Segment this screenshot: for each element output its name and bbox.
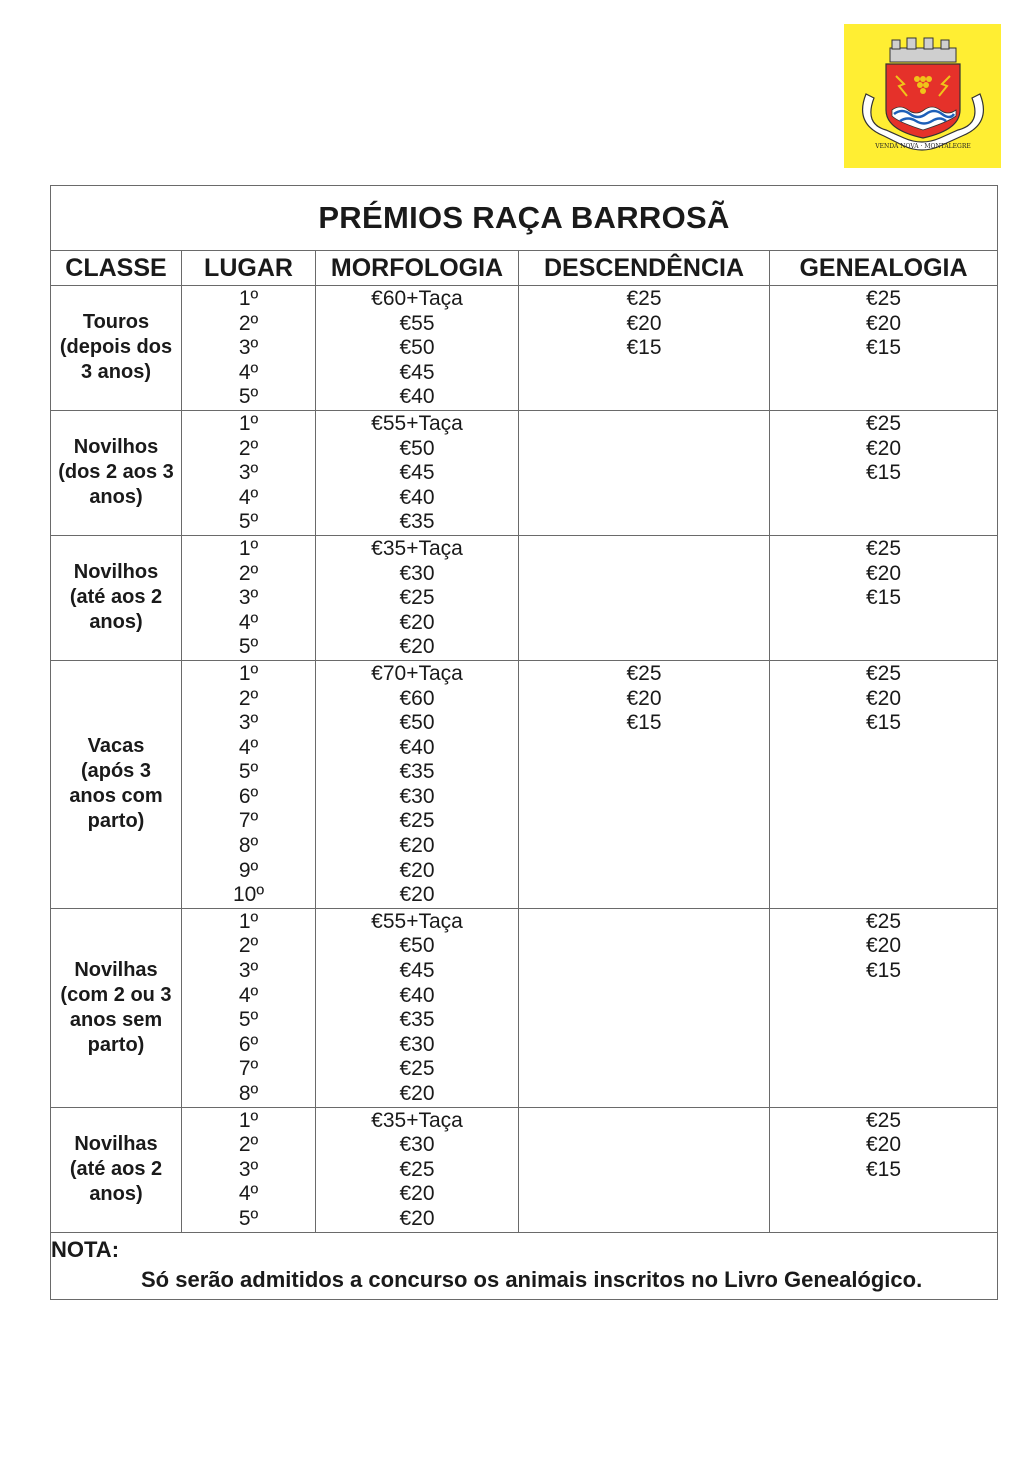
cell-value: 1º <box>238 536 259 560</box>
cell-value: 8º <box>238 834 259 858</box>
cell-value: 1º <box>238 661 259 685</box>
cell-value: 7º <box>238 1057 259 1081</box>
coat-of-arms-icon <box>844 24 1001 168</box>
cell-value: €50 <box>399 711 435 735</box>
class-cell: Novilhos (até aos 2 anos) <box>51 536 182 661</box>
cell-value: 5º <box>238 1008 259 1032</box>
cell-value: €25 <box>626 661 662 685</box>
cell-value: €30 <box>399 1133 435 1157</box>
cell-value: €20 <box>399 610 435 634</box>
cell-value: €25 <box>865 661 902 685</box>
cell-value: €20 <box>399 1206 435 1230</box>
cell-value: 2º <box>238 436 259 460</box>
cell-value: 3º <box>238 336 259 360</box>
descendance-cell <box>519 1108 770 1233</box>
cell-value: 5º <box>238 1206 259 1230</box>
cell-value: 6º <box>238 784 259 808</box>
column-header-genealogia: GENEALOGIA <box>770 251 997 286</box>
column-header-descendencia: DESCENDÊNCIA <box>519 251 770 286</box>
column-header-classe: CLASSE <box>51 251 182 286</box>
descendance-cell <box>519 661 770 909</box>
place-cell <box>182 1108 316 1233</box>
cell-value: €20 <box>626 311 662 335</box>
document-title: PRÉMIOS RAÇA BARROSÃ <box>51 186 997 251</box>
cell-value: 5º <box>238 510 259 534</box>
cell-value: €40 <box>399 983 435 1007</box>
class-cell: Vacas (após 3 anos com parto) <box>51 661 182 909</box>
cell-value: €25 <box>865 536 902 560</box>
morphology-cell <box>316 909 519 1108</box>
cell-value: 1º <box>238 411 259 435</box>
note-section <box>51 1233 997 1299</box>
cell-value: €25 <box>865 411 902 435</box>
cell-value: €15 <box>626 336 662 360</box>
cell-value: €50 <box>399 336 435 360</box>
descendance-cell <box>519 536 770 661</box>
cell-value: €15 <box>865 959 902 983</box>
coat-of-arms <box>844 24 1001 168</box>
cell-value: €35 <box>399 510 435 534</box>
genealogy-cell <box>770 909 997 1108</box>
cell-value: €35+Taça <box>371 536 463 560</box>
cell-value: €50 <box>399 934 435 958</box>
cell-value: 5º <box>238 635 259 659</box>
morphology-cell <box>316 536 519 661</box>
morphology-cell <box>316 411 519 536</box>
cell-value: 8º <box>238 1082 259 1105</box>
table-row <box>51 536 997 661</box>
cell-value: €45 <box>399 360 435 384</box>
cell-value: €40 <box>399 385 435 409</box>
genealogy-cell <box>770 286 997 411</box>
morphology-cell <box>316 1108 519 1233</box>
cell-value: €30 <box>399 1032 435 1056</box>
cell-value: €25 <box>865 909 902 933</box>
cell-value: €15 <box>865 461 902 485</box>
cell-value: €40 <box>399 485 435 509</box>
cell-value: 1º <box>238 909 259 933</box>
cell-value: €15 <box>626 711 662 735</box>
cell-value: €55+Taça <box>371 411 463 435</box>
cell-value: €15 <box>865 1157 902 1181</box>
cell-value: €30 <box>399 561 435 585</box>
cell-value: 9º <box>238 858 259 882</box>
table-row <box>51 661 997 909</box>
cell-value: €20 <box>865 686 902 710</box>
cell-value: 5º <box>238 760 259 784</box>
cell-value: €20 <box>399 834 435 858</box>
cell-value: €70+Taça <box>371 661 463 685</box>
cell-value: 6º <box>238 1032 259 1056</box>
cell-value: €55+Taça <box>371 909 463 933</box>
genealogy-cell <box>770 661 997 909</box>
cell-value: 4º <box>238 485 259 509</box>
cell-value: €20 <box>399 1182 435 1206</box>
table-body <box>51 286 997 1233</box>
note-text: Só serão admitidos a concurso os animais inscritos no Livro Genealógico. <box>141 1266 923 1292</box>
cell-value: 3º <box>238 959 259 983</box>
cell-value: 4º <box>238 983 259 1007</box>
cell-value: €35 <box>399 1008 435 1032</box>
cell-value: 5º <box>238 385 259 409</box>
genealogy-cell <box>770 1108 997 1233</box>
cell-value: €15 <box>865 586 902 610</box>
class-cell: Touros (depois dos 3 anos) <box>51 286 182 411</box>
cell-value: 3º <box>238 586 259 610</box>
cell-value: €25 <box>399 809 435 833</box>
cell-value: €25 <box>399 1057 435 1081</box>
morphology-cell <box>316 661 519 909</box>
cell-value: €25 <box>399 1157 435 1181</box>
cell-value: €15 <box>865 336 902 360</box>
cell-value: €60+Taça <box>371 287 463 310</box>
cell-value: 1º <box>238 287 259 310</box>
cell-value: €20 <box>865 311 902 335</box>
cell-value: 2º <box>238 561 259 585</box>
descendance-cell <box>519 411 770 536</box>
table-header <box>51 251 997 286</box>
place-cell <box>182 411 316 536</box>
cell-value: 1º <box>238 1108 259 1132</box>
table-row <box>51 411 997 536</box>
cell-value: €15 <box>865 711 902 735</box>
place-cell <box>182 661 316 909</box>
cell-value: 2º <box>238 311 259 335</box>
morphology-cell <box>316 286 519 411</box>
place-cell <box>182 536 316 661</box>
cell-value: €25 <box>865 1108 902 1132</box>
cell-value: €55 <box>399 311 435 335</box>
place-cell <box>182 286 316 411</box>
cell-value: €25 <box>399 586 435 610</box>
cell-value: €20 <box>865 1133 902 1157</box>
cell-value: €20 <box>865 561 902 585</box>
cell-value: 3º <box>238 711 259 735</box>
table-row <box>51 909 997 1108</box>
class-cell: Novilhas (até aos 2 anos) <box>51 1108 182 1233</box>
cell-value: €35 <box>399 760 435 784</box>
cell-value: €45 <box>399 959 435 983</box>
genealogy-cell <box>770 536 997 661</box>
cell-value: 3º <box>238 1157 259 1181</box>
cell-value: 3º <box>238 461 259 485</box>
cell-value: 2º <box>238 934 259 958</box>
descendance-cell <box>519 286 770 411</box>
cell-value: 4º <box>238 610 259 634</box>
cell-value: €25 <box>865 287 902 310</box>
genealogy-cell <box>770 411 997 536</box>
column-header-lugar: LUGAR <box>182 251 316 286</box>
cell-value: €20 <box>399 858 435 882</box>
place-cell <box>182 909 316 1108</box>
cell-value: €20 <box>399 1082 435 1105</box>
cell-value: €30 <box>399 784 435 808</box>
table-row <box>51 286 997 411</box>
table-row <box>51 1108 997 1233</box>
cell-value: €20 <box>865 436 902 460</box>
cell-value: €35+Taça <box>371 1108 463 1132</box>
cell-value: €60 <box>399 686 435 710</box>
cell-value: 2º <box>238 686 259 710</box>
cell-value: €20 <box>865 934 902 958</box>
note-label: NOTA: <box>51 1236 120 1262</box>
cell-value: 7º <box>238 809 259 833</box>
svg-text:VENDA NOVA · MONTALEGRE: VENDA NOVA · MONTALEGRE <box>875 143 971 150</box>
class-cell: Novilhos (dos 2 aos 3 anos) <box>51 411 182 536</box>
cell-value: 4º <box>238 735 259 759</box>
cell-value: €40 <box>399 735 435 759</box>
cell-value: €20 <box>626 686 662 710</box>
cell-value: €25 <box>626 287 662 310</box>
cell-value: 2º <box>238 1133 259 1157</box>
column-header-morfologia: MORFOLOGIA <box>316 251 519 286</box>
prize-table-document <box>50 185 998 1300</box>
class-cell: Novilhas (com 2 ou 3 anos sem parto) <box>51 909 182 1108</box>
cell-value: €45 <box>399 461 435 485</box>
descendance-cell <box>519 909 770 1108</box>
cell-value: 10º <box>232 883 265 907</box>
cell-value: 4º <box>238 360 259 384</box>
cell-value: 4º <box>238 1182 259 1206</box>
cell-value: €20 <box>399 635 435 659</box>
cell-value: €20 <box>399 883 435 907</box>
cell-value: €50 <box>399 436 435 460</box>
